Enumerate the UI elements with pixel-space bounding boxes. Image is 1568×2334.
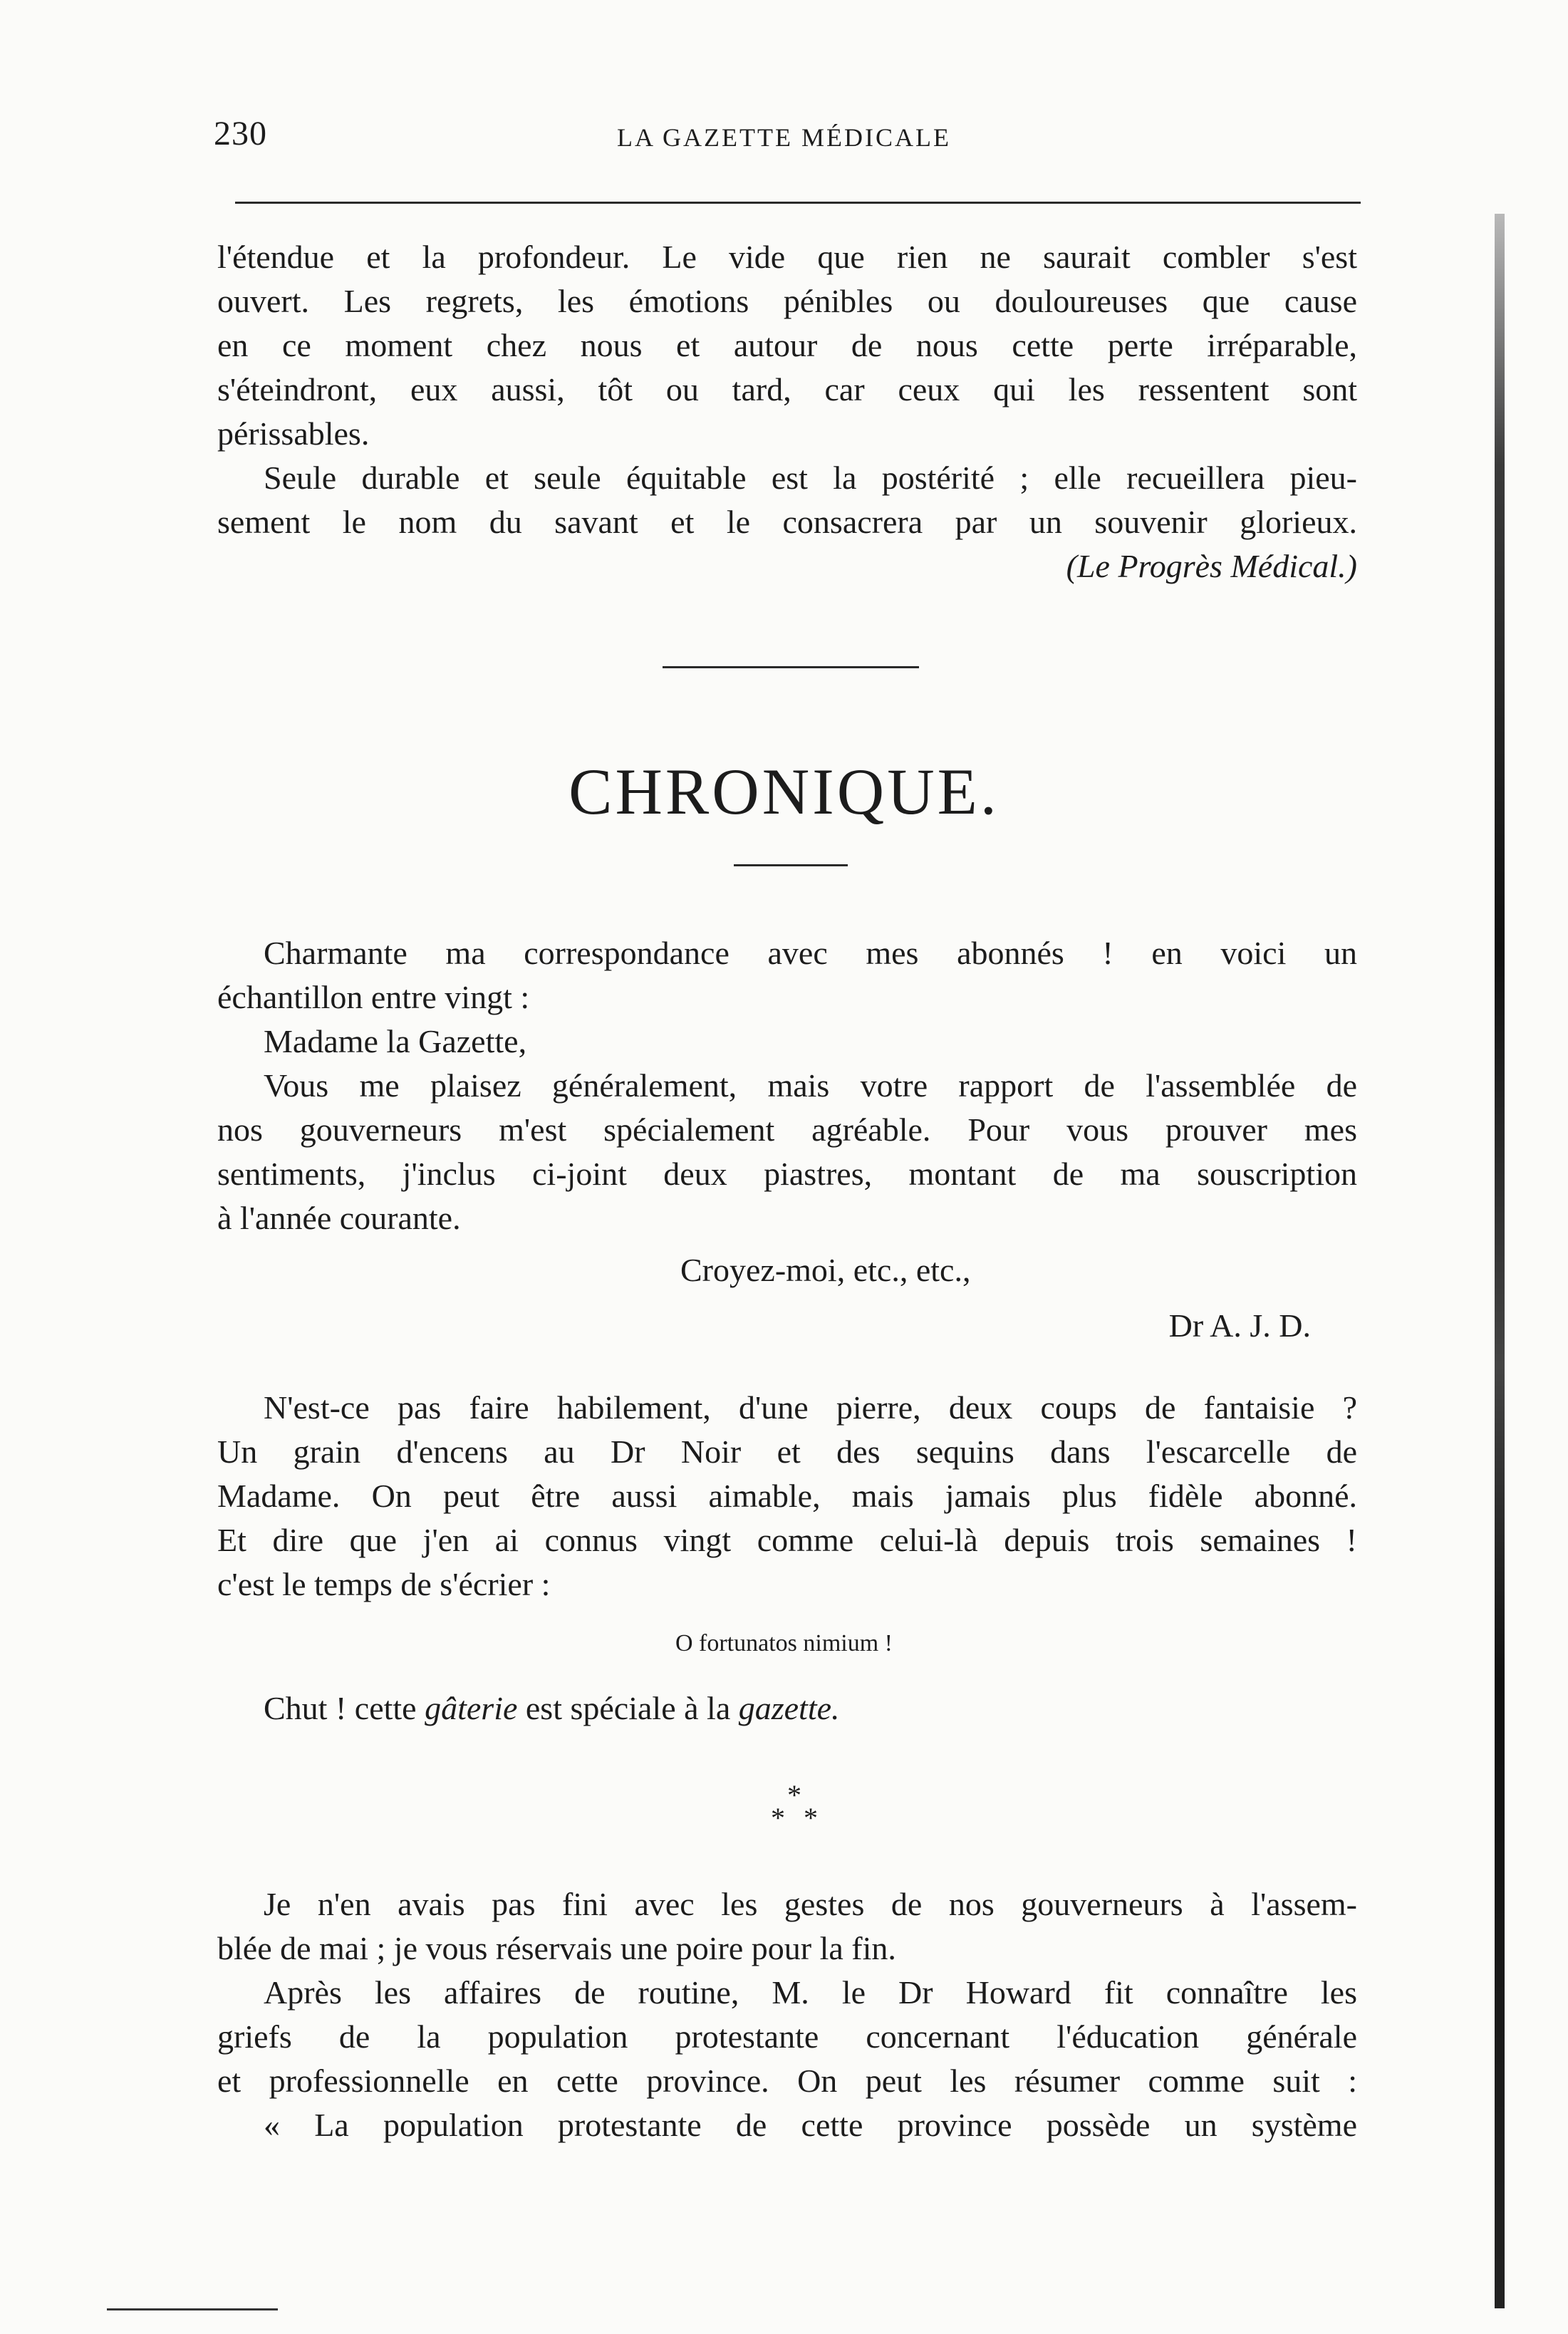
asterism-star: * xyxy=(787,1779,801,1811)
aside-line xyxy=(264,1692,1357,1725)
text-line: et professionnelle en cette province. On peut les résumer comme suit : xyxy=(217,2063,1357,2099)
text-line: Vous me plaisez généralement, mais votre rapport de l'assemblée de xyxy=(264,1067,1357,1104)
letter-closing: Croyez-moi, etc., etc., xyxy=(680,1252,971,1288)
text-line: griefs de la population protestante concernant l'éducation générale xyxy=(217,2018,1357,2055)
text-line: périssables. xyxy=(217,415,370,452)
text-line: Un grain d'encens au Dr Noir et des sequins dans l'escarcelle de xyxy=(217,1433,1357,1470)
text-line: Je n'en avais pas fini avec les gestes de nos gouverneurs à l'assem- xyxy=(264,1886,1357,1922)
text-line: sement le nom du savant et le consacrera par un souvenir glorieux. xyxy=(217,504,1357,540)
aside-italic: gâterie xyxy=(425,1690,518,1726)
aside-prefix: Chut ! cette xyxy=(264,1690,425,1726)
text-line: c'est le temps de s'écrier : xyxy=(217,1566,551,1602)
text-line: ouvert. Les regrets, les émotions pénibles ou douloureuses que cause xyxy=(217,283,1357,319)
latin-quote: O fortunatos nimium ! xyxy=(675,1630,893,1656)
text-line: à l'année courante. xyxy=(217,1200,461,1236)
title-underline xyxy=(734,864,848,866)
text-line: nos gouverneurs m'est spécialement agréable. Pour vous prouver mes xyxy=(217,1111,1357,1148)
text-line: s'éteindront, eux aussi, tôt ou tard, car ceux qui les ressentent sont xyxy=(217,371,1357,408)
text-line: blée de mai ; je vous réservais une poire pour la fin. xyxy=(217,1930,896,1966)
page-number: 230 xyxy=(214,115,267,152)
text-line: N'est-ce pas faire habilement, d'une pierre, deux coups de fantaisie ? xyxy=(264,1389,1357,1426)
text-line: l'étendue et la profondeur. Le vide que rien ne saurait combler s'est xyxy=(217,239,1357,275)
text-line: échantillon entre vingt : xyxy=(217,979,530,1015)
aside-middle: est spéciale à la xyxy=(517,1690,739,1726)
text-line: « La population protestante de cette province possède un système xyxy=(264,2107,1357,2143)
text-line: Madame. On peut être aussi aimable, mais jamais plus fidèle abonné. xyxy=(217,1478,1357,1514)
header-rule xyxy=(235,202,1361,204)
asterism-star: * xyxy=(771,1802,785,1834)
section-title: CHRONIQUE. xyxy=(568,755,1000,828)
text-line: Charmante ma correspondance avec mes abonnés ! en voici un xyxy=(264,935,1357,971)
running-title: LA GAZETTE MÉDICALE xyxy=(617,123,951,152)
aside-italic: gazette. xyxy=(738,1690,840,1726)
bottom-rule xyxy=(107,2308,278,2310)
section-divider xyxy=(663,666,919,668)
text-line: Et dire que j'en ai connus vingt comme celui-là depuis trois semaines ! xyxy=(217,1522,1357,1558)
letter-signature: Dr A. J. D. xyxy=(1168,1307,1311,1344)
page-edge-shadow xyxy=(1495,214,1505,2308)
text-line: en ce moment chez nous et autour de nous cette perte irréparable, xyxy=(217,327,1357,363)
text-line: Seule durable et seule équitable est la postérité ; elle recueillera pieu- xyxy=(264,460,1357,496)
source-citation: (Le Progrès Médical.) xyxy=(1066,548,1357,584)
asterism-separator xyxy=(755,1781,841,1845)
letter-salutation: Madame la Gazette, xyxy=(264,1023,527,1059)
asterism-star: * xyxy=(804,1802,818,1834)
text-line: sentiments, j'inclus ci-joint deux piastres, montant de ma souscription xyxy=(217,1156,1357,1192)
text-line: Après les affaires de routine, M. le Dr Howard fit connaître les xyxy=(264,1974,1357,2011)
